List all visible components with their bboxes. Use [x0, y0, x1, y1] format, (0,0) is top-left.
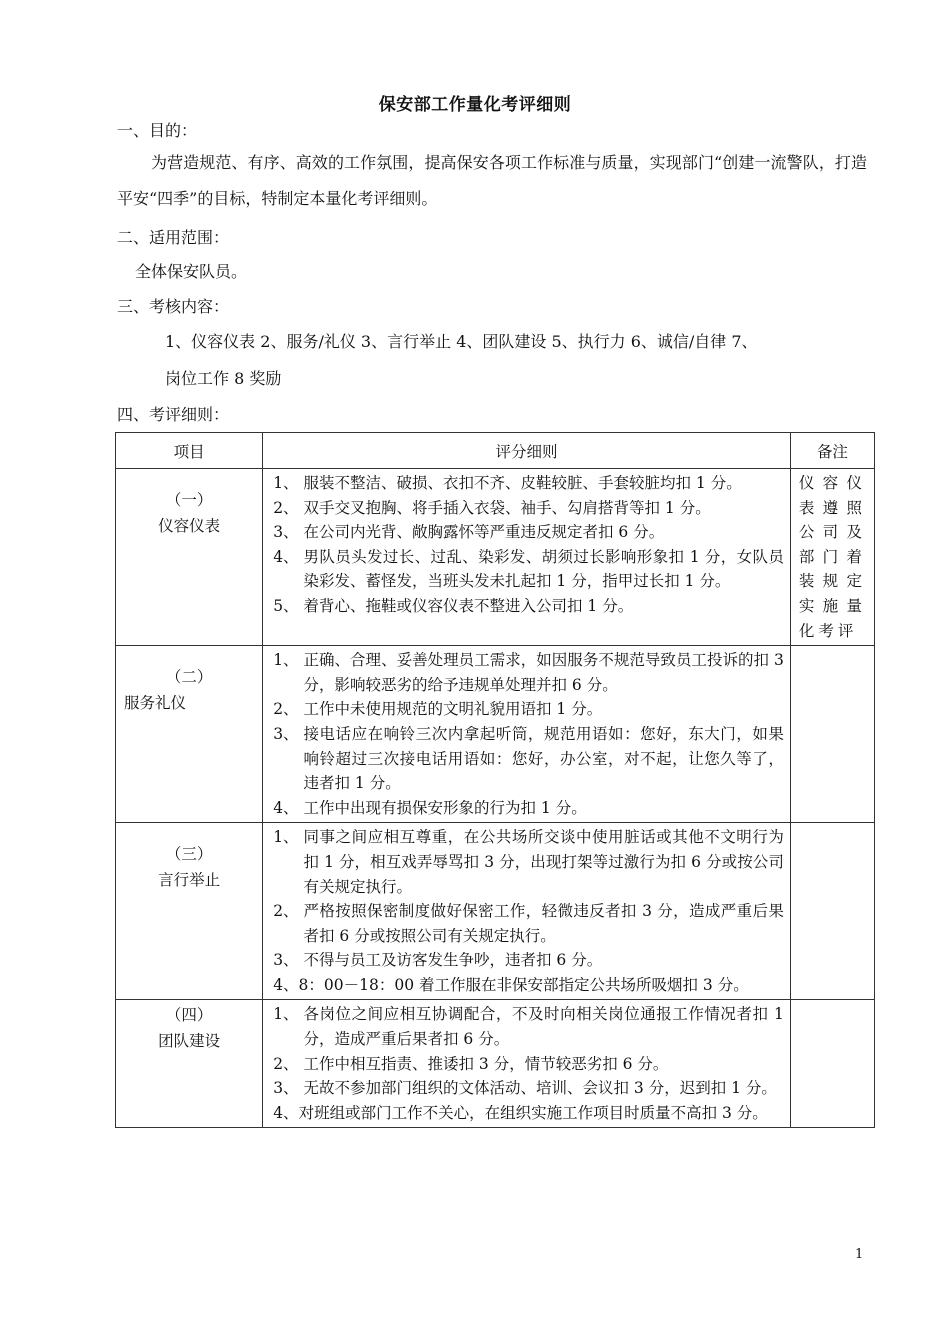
rule-item: 3、 接电话应在响铃三次内拿起听筒，规范用语如：您好，东大门，如果响铃超过三次接电话用语如：您好，办公室，对不起，让您久等了，违者扣 1 分。 — [273, 724, 784, 793]
item-name: 团队建设 — [158, 1032, 221, 1051]
table-row — [116, 1000, 875, 1128]
rule-item: 4、 工作中出现有损保安形象的行为扣 1 分。 — [273, 798, 587, 817]
rule-item: 4、 男队员头发过长、过乱、染彩发、胡须过长影响形象扣 1 分，女队员染彩发、蓄怪发，当班头发未扎起扣 1 分，指甲过长扣 1 分。 — [273, 547, 784, 591]
rule-item: 2、 工作中未使用规范的文明礼貌用语扣 1 分。 — [273, 700, 603, 719]
rule-item: 2、 工作中相互指责、推诿扣 3 分，情节较恶劣扣 6 分。 — [273, 1054, 669, 1073]
rule-item: 4、 对班组或部门工作不关心，在组织实施工作项目时质量不高扣 3 分。 — [273, 1103, 768, 1122]
content-heading: 三、考核内容： — [117, 297, 230, 316]
rule-item: 1、 正确、合理、妥善处理员工需求，如因服务不规范导致员工投诉的扣 3 分，影响较恶劣的给予违规单处理并扣 6 分。 — [273, 651, 784, 694]
rule-item: 1、 同事之间应相互尊重，在公共场所交谈中使用脏话或其他不文明行为扣 1 分，相互戏弄辱骂扣 3 分，出现打架等过激行为扣 6 分或按公司有关规定执行。 — [273, 828, 784, 896]
item-cell — [116, 823, 263, 1000]
rule-item: 2、 双手交叉抱胸、将手插入衣袋、袖手、勾肩搭背等扣 1 分。 — [273, 498, 711, 517]
item-cell — [116, 469, 263, 646]
rule-item: 3、 无故不参加部门组织的文体活动、培训、会议扣 3 分，迟到扣 1 分。 — [273, 1079, 777, 1098]
header-item: 项目 — [116, 433, 263, 469]
table-row — [116, 646, 875, 823]
rule-item: 5、 着背心、拖鞋或仪容仪表不整进入公司扣 1 分。 — [273, 596, 634, 615]
page-number: 1 — [855, 1247, 864, 1262]
scope-text: 全体保安队员。 — [135, 262, 248, 281]
item-number: （四） — [165, 1006, 213, 1025]
rules-cell — [263, 823, 791, 1000]
rule-item: 1、 服装不整洁、破损、衣扣不齐、皮鞋较脏、手套较脏均扣 1 分。 — [273, 474, 742, 492]
rule-item: 3、 不得与员工及访客发生争吵，违者扣 6 分。 — [273, 951, 603, 970]
note-cell — [790, 646, 874, 823]
rule-item: 2、 严格按照保密制度做好保密工作，轻微违反者扣 3 分，造成严重后果者扣 6 分或按照公司有关规定执行。 — [273, 902, 784, 945]
item-name: 服务礼仪 — [124, 694, 187, 713]
content-items-line2: 岗位工作 8 奖励 — [165, 369, 282, 388]
note-cell: 仪容仪表遵照公司及部门着装规定实施量化考评 — [790, 469, 874, 646]
scope-heading: 二、适用范围： — [117, 228, 230, 247]
rules-cell — [263, 646, 791, 823]
item-name: 言行举止 — [158, 871, 221, 890]
item-number: （二） — [165, 668, 213, 687]
detail-heading: 四、考评细则： — [117, 405, 230, 424]
document-title: 保安部工作量化考评细则 — [378, 95, 572, 115]
note-cell — [790, 823, 874, 1000]
purpose-text: 为营造规范、有序、高效的工作氛围，提高保安各项工作标准与质量，实现部门“创建一流警队，打造平安“四季”的目标，特制定本量化考评细则。 — [117, 153, 867, 208]
item-cell — [116, 646, 263, 823]
rule-item: 1、 各岗位之间应相互协调配合，不及时向相关岗位通报工作情况者扣 1 分，造成严重后果者扣 6 分。 — [273, 1005, 784, 1049]
content-items-line1: 1、仪容仪表 2、服务/礼仪 3、言行举止 4、团队建设 5、执行力 6、诚信/自律 7、 — [165, 332, 758, 351]
table-header-row — [116, 433, 875, 469]
item-name: 仪容仪表 — [158, 517, 221, 535]
evaluation-table — [115, 432, 875, 1128]
rules-cell — [263, 469, 791, 646]
note-cell — [790, 1000, 874, 1128]
header-rules: 评分细则 — [263, 433, 791, 469]
rule-item: 3、 在公司内光背、敞胸露怀等严重违反规定者扣 6 分。 — [273, 523, 665, 542]
table-row — [116, 469, 875, 646]
table-row — [116, 823, 875, 1000]
item-number: （三） — [165, 845, 213, 864]
purpose-heading: 一、目的： — [117, 121, 198, 140]
rule-item: 4、8：00－18：00 着工作服在非保安部指定公共场所吸烟扣 3 分。 — [273, 975, 749, 994]
item-cell — [116, 1000, 263, 1128]
rules-cell — [263, 1000, 791, 1128]
item-number: （一） — [165, 491, 213, 509]
header-note: 备注 — [790, 433, 874, 469]
